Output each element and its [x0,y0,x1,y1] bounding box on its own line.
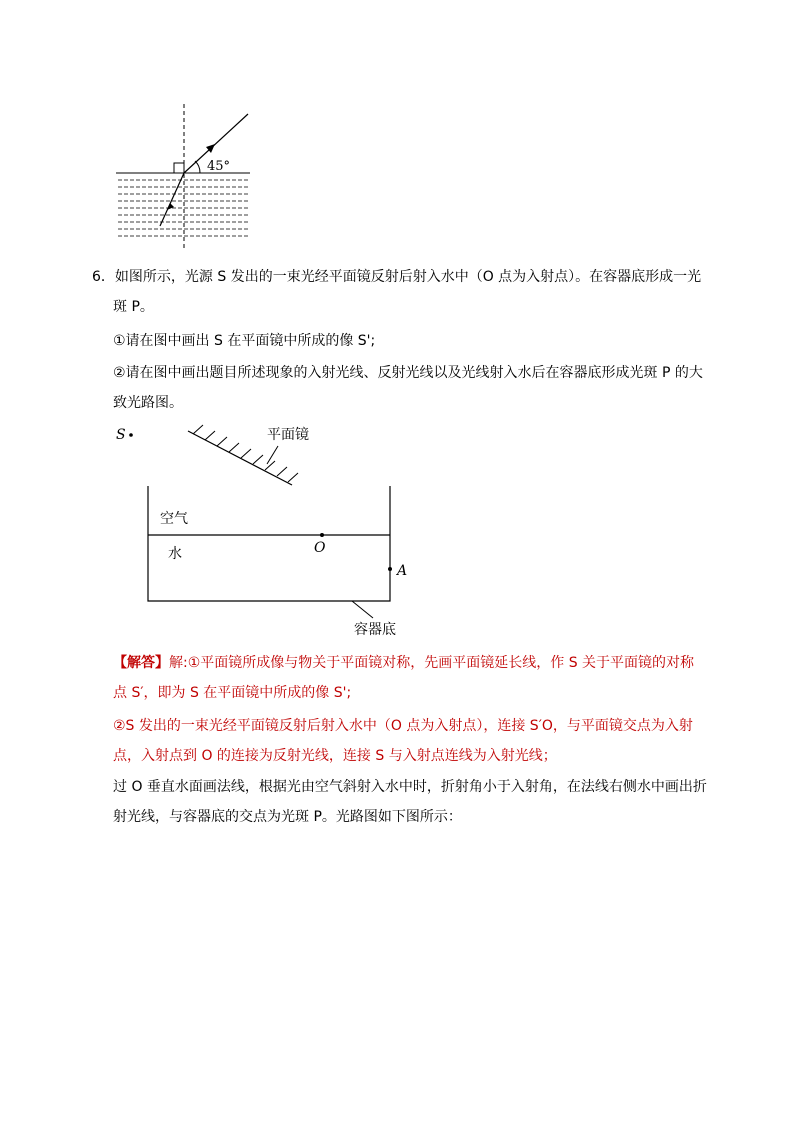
bottom-label-leader [352,601,373,618]
arrow-icon [167,203,174,210]
answer-line4: 点，入射点到 O 的连接为反射光线，连接 S 与入射点连线为入射光线； [113,748,557,764]
question-stem [92,267,702,287]
point-o [320,533,324,537]
answer-line6: 射光线，与容器底的交点为光斑 P。光路图如下图所示： [113,809,462,825]
question-number: 6． [92,269,115,285]
mirror-label: 平面镜 [267,427,309,443]
answer-line1 [113,653,713,673]
incident-ray [160,173,184,226]
source-point [129,433,133,437]
answer-line3: ②S 发出的一束光经平面镜反射后射入水中（O 点为入射点），连接 S′O，与平面镜交点为入射 [113,718,693,734]
answer-intro: 解: [169,655,188,671]
mirror-container-figure [100,418,430,643]
mirror-label-leader [267,446,278,464]
refraction-figure [110,100,260,250]
right-angle-mark [174,163,184,173]
water-label: 水 [168,546,182,562]
answer-line2: 点 S′，即为 S 在平面镜中所成的像 S'; [113,685,352,701]
angle-label: 45° [207,159,231,174]
source-label: S [116,427,126,443]
question-stem-line1: 如图所示，光源 S 发出的一束光经平面镜反射后射入水中（O 点为入射点）。在容器底形成一光 [114,269,702,285]
bottom-label: 容器底 [354,622,396,638]
point-o-label: O [314,540,326,556]
point-a-label: A [397,563,408,579]
task-2-line1: ②请在图中画出题目所述现象的入射光线、反射光线以及光线射入水后在容器底形成光斑 P 的大 [113,365,703,381]
task-2-line2: 致光路图。 [113,395,183,411]
container-walls [148,486,390,601]
point-a [388,567,392,571]
air-label: 空气 [160,511,188,527]
task-1: ①请在图中画出 S 在平面镜中所成的像 S'; [113,333,376,349]
answer-text-line1: ①平面镜所成像与物关于平面镜对称，先画平面镜延长线，作 S 关于平面镜的对称 [187,655,695,671]
question-stem-line2: 斑 P。 [113,299,154,315]
answer-line5: 过 O 垂直水面画法线，根据光由空气斜射入水中时，折射角小于入射角，在法线右侧水中画出折 [113,779,707,795]
answer-tag: 【解答】 [113,655,169,671]
